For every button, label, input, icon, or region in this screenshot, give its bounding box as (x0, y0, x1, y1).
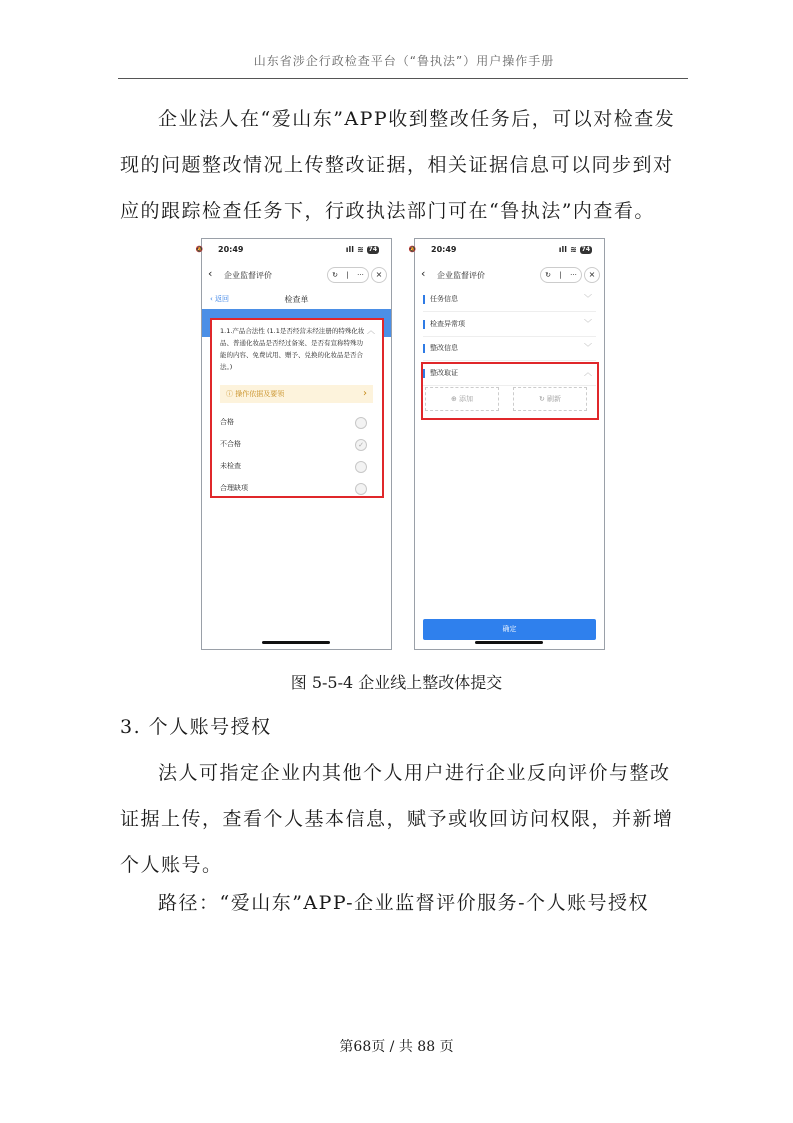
section-abnormal-items[interactable] (423, 312, 596, 337)
chevron-down-icon: ﹀ (584, 294, 592, 303)
capsule-separator: | (346, 271, 349, 279)
status-time: 20:49 (431, 245, 457, 254)
option-label: 不合格 (220, 440, 241, 448)
confirm-button[interactable]: 确定 (423, 619, 596, 640)
option-label: 合格 (220, 418, 234, 426)
nav-title: 企业监督评价 (224, 271, 272, 280)
page-footer: 第68页 / 共 88 页 (339, 1039, 454, 1055)
refresh-evidence-button[interactable]: ↻ 刷新 (513, 387, 587, 411)
question-text: 1.1.产品合法性 (1.1是否经营未经注册的特殊化妆品、普通化妆品是否经过备案、是否有宣称特殊功能的内容、免费试用、赠予、兑换的化妆品是否合法。) (220, 327, 365, 371)
add-evidence-button[interactable]: ⊕ 添加 (425, 387, 499, 411)
sub-header (202, 289, 391, 309)
chevron-down-icon: ﹀ (584, 319, 592, 328)
nav-bar (202, 265, 391, 287)
header-divider (118, 78, 688, 79)
capsule-separator: | (559, 271, 562, 279)
home-indicator (475, 641, 543, 644)
section-marker (423, 295, 425, 304)
section-heading: 3. 个人账号授权 (120, 716, 272, 738)
intro-paragraph: 企业法人在“爱山东”APP收到整改任务后，可以对检查发现的问题整改情况上传整改证据，相关证据信息可以同步到对应的跟踪检查任务下，行政执法部门可在“鲁执法”内查看。 (120, 108, 676, 222)
nav-title: 企业监督评价 (437, 271, 485, 280)
section-label: 整改信息 (430, 344, 458, 352)
more-icon[interactable]: ··· (570, 271, 577, 279)
guide-label: ⓘ 操作依据及要领 (226, 390, 285, 398)
wifi-icon: ≋ (569, 245, 577, 254)
section-label: 检查异常项 (430, 320, 465, 328)
figure-caption: 图 5-5-4 企业线上整改体提交 (290, 673, 503, 692)
option-label: 合理缺项 (220, 484, 248, 492)
chevron-right-icon: › (363, 388, 367, 399)
back-icon[interactable]: ‹ (421, 267, 426, 280)
section-label: 整改取证 (430, 369, 458, 377)
section-label: 任务信息 (430, 295, 458, 303)
status-bar (408, 245, 592, 257)
battery-icon: 74 (368, 245, 377, 253)
mini-program-capsule[interactable] (327, 267, 369, 283)
chevron-down-icon: ﹀ (584, 343, 592, 352)
more-icon[interactable]: ··· (357, 271, 364, 279)
wifi-icon: ≋ (356, 245, 364, 254)
phone-screenshot-checklist (195, 238, 392, 650)
option-label: 未检查 (220, 462, 241, 470)
close-icon[interactable]: × (371, 267, 387, 283)
running-header: 山东省涉企行政检查平台（“鲁执法”）用户操作手册 (253, 54, 555, 68)
page-title: 检查单 (284, 295, 309, 304)
section-task-info[interactable] (423, 287, 596, 312)
section-marker (423, 344, 425, 353)
signal-icon: ıll (345, 245, 354, 254)
nav-bar (415, 265, 604, 287)
section-rectification-info[interactable] (423, 336, 596, 361)
path-paragraph: 路径：“爱山东”APP-企业监督评价服务-个人账号授权 (158, 892, 650, 914)
chevron-up-icon[interactable]: ︿ (367, 326, 375, 335)
bell-muted-icon: 🔕 (408, 246, 417, 253)
signal-icon: ıll (558, 245, 567, 254)
phone-screenshot-rectification (408, 238, 605, 650)
back-icon[interactable]: ‹ (208, 267, 213, 280)
home-indicator (262, 641, 330, 644)
highlight-box (421, 362, 599, 420)
radio-button[interactable]: ✓ (355, 439, 367, 451)
highlight-box (210, 318, 384, 498)
refresh-icon[interactable]: ↻ (545, 271, 552, 279)
refresh-icon[interactable]: ↻ (332, 271, 339, 279)
status-bar (195, 245, 379, 257)
mini-program-capsule[interactable] (540, 267, 582, 283)
body-paragraph: 法人可指定企业内其他个人用户进行企业反向评价与整改证据上传，查看个人基本信息，赋予或收回访问权限，并新增个人账号。 (120, 762, 674, 876)
chevron-up-icon: ︿ (584, 368, 592, 377)
return-link[interactable]: ‹ 返回 (210, 295, 230, 303)
battery-icon: 74 (581, 245, 590, 253)
close-icon[interactable]: × (584, 267, 600, 283)
bell-muted-icon: 🔕 (195, 246, 204, 253)
section-marker (423, 320, 425, 329)
status-time: 20:49 (218, 245, 244, 254)
